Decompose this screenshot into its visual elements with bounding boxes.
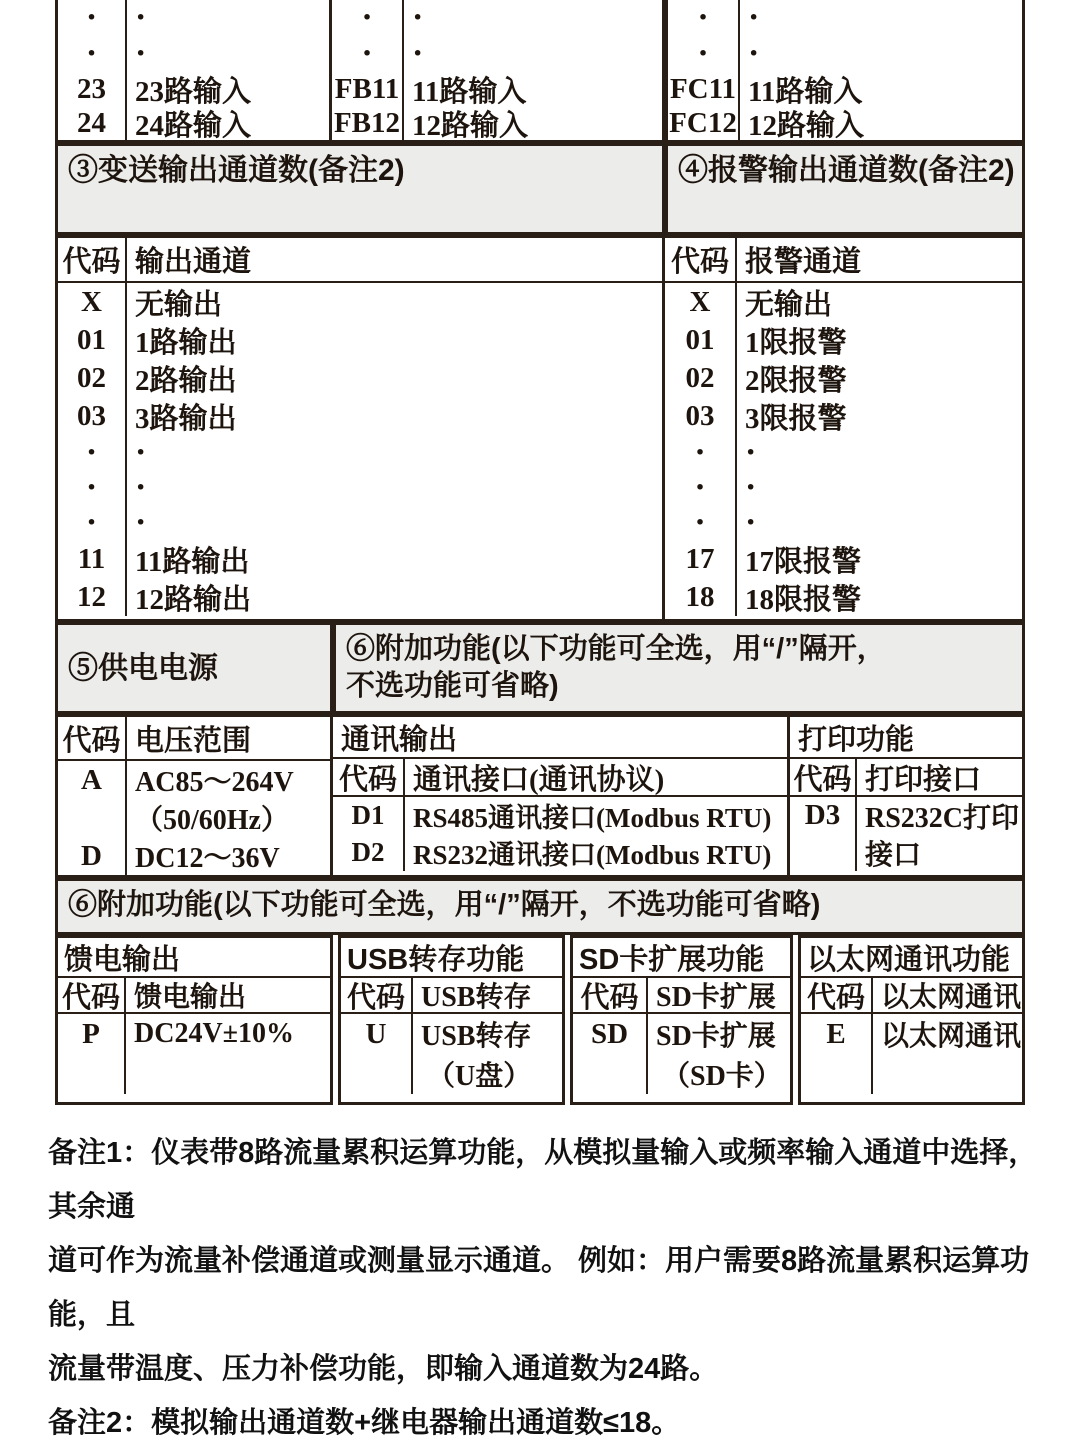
table-row bbox=[58, 36, 329, 72]
header-code: 代码 bbox=[346, 981, 405, 1014]
cell-code: 24 bbox=[77, 107, 106, 139]
table-row bbox=[665, 505, 1022, 540]
table-row bbox=[58, 359, 662, 397]
group-header-usb-transfer: USB转存功能 bbox=[341, 938, 562, 978]
table-row bbox=[665, 283, 1022, 321]
header-desc: USB转存 bbox=[411, 978, 562, 1012]
cell-desc: 11路输入 bbox=[402, 72, 662, 107]
cell-code: E bbox=[826, 1017, 846, 1050]
cell-desc: · bbox=[735, 505, 1022, 540]
cell-desc: 3路输出 bbox=[125, 397, 662, 435]
section6-title-band bbox=[333, 622, 1025, 714]
cell-desc: 24路输入 bbox=[125, 107, 329, 140]
table-row bbox=[665, 321, 1022, 359]
cell-code: X bbox=[81, 285, 102, 318]
cell-code: · bbox=[697, 35, 709, 72]
table-row bbox=[58, 1014, 330, 1054]
table-row bbox=[332, 36, 662, 72]
group-header-ethernet: 以太网通讯功能 bbox=[801, 938, 1022, 978]
cell-code: · bbox=[85, 468, 98, 506]
cell-code: · bbox=[694, 503, 706, 541]
table-row bbox=[790, 834, 1022, 871]
cell-code: D1 bbox=[351, 800, 385, 830]
table-usb-transfer bbox=[338, 935, 565, 1105]
table-row bbox=[665, 540, 1022, 578]
table-row bbox=[58, 397, 662, 435]
table-header-row bbox=[790, 759, 1022, 797]
cell-code: · bbox=[85, 433, 98, 471]
cell-desc: 11路输出 bbox=[125, 540, 662, 578]
table-row bbox=[58, 837, 330, 875]
table-row bbox=[58, 799, 330, 837]
note1-line1: 备注1：仪表带8路流量累积运算功能，从模拟量输入或频率输入通道中选择，其余通 bbox=[48, 1137, 1038, 1223]
header-code: 代码 bbox=[793, 763, 852, 796]
header-desc: 馈电输出 bbox=[124, 978, 330, 1012]
table-row bbox=[668, 0, 1022, 36]
cell-desc: 无输出 bbox=[125, 283, 662, 321]
table-alarm-output bbox=[665, 235, 1025, 622]
section6-title-line1: ⑥附加功能(以下功能可全选，用“/”隔开， bbox=[346, 633, 886, 665]
cell-code: FB11 bbox=[334, 73, 400, 105]
cell-code: 02 bbox=[685, 361, 715, 394]
header-code: 代码 bbox=[670, 246, 729, 278]
note2: 备注2：模拟输出通道数+继电器输出通道数≤18。 bbox=[48, 1407, 681, 1439]
table-header-row bbox=[573, 978, 790, 1014]
cell-desc: · bbox=[738, 36, 1022, 72]
table-print-function bbox=[790, 714, 1025, 878]
cell-desc: · bbox=[402, 36, 662, 72]
cell-desc: 2路输出 bbox=[125, 359, 662, 397]
cell-desc: 1限报警 bbox=[735, 321, 1022, 359]
cell-desc: · bbox=[735, 435, 1022, 470]
cell-code: 23 bbox=[77, 73, 106, 105]
cell-code: D bbox=[81, 839, 102, 872]
cell-code: X bbox=[689, 285, 711, 318]
cell-desc: AC85～264V bbox=[125, 761, 330, 799]
cell-desc: · bbox=[735, 470, 1022, 505]
header-code: 代码 bbox=[62, 724, 121, 757]
cell-code: 18 bbox=[685, 580, 715, 613]
cell-code: A bbox=[81, 763, 102, 796]
cell-desc: · bbox=[402, 0, 662, 36]
header-desc: 通讯接口(通讯协议) bbox=[403, 759, 787, 795]
cell-code: U bbox=[365, 1017, 387, 1050]
table-ethernet bbox=[798, 935, 1025, 1105]
cell-desc: RS232C打印 bbox=[855, 797, 1022, 834]
table-header-row bbox=[58, 978, 330, 1014]
table-input-channels-left bbox=[55, 0, 332, 143]
cell-code: 03 bbox=[77, 399, 106, 432]
cell-desc: 3限报警 bbox=[735, 397, 1022, 435]
header-code: 代码 bbox=[580, 981, 639, 1014]
cell-desc: · bbox=[125, 435, 662, 470]
cell-desc bbox=[124, 1054, 330, 1094]
header-code: 代码 bbox=[806, 981, 865, 1014]
table-row bbox=[58, 578, 662, 616]
table-row bbox=[58, 321, 662, 359]
table-row bbox=[668, 36, 1022, 72]
section4-title-band bbox=[665, 143, 1025, 235]
table-header-row bbox=[58, 238, 662, 283]
section6b-title-band bbox=[55, 878, 1025, 935]
header-code: 代码 bbox=[62, 246, 121, 278]
cell-code: D2 bbox=[351, 837, 385, 867]
cell-code: · bbox=[694, 468, 706, 506]
cell-desc: 12路输入 bbox=[402, 107, 662, 140]
cell-code: 01 bbox=[77, 323, 106, 356]
cell-desc: DC12～36V bbox=[125, 837, 330, 875]
header-desc: SD卡扩展 bbox=[646, 978, 790, 1012]
cell-code: SD bbox=[590, 1017, 629, 1050]
cell-code: 12 bbox=[77, 580, 106, 613]
section5-title-band bbox=[55, 622, 333, 714]
cell-desc: 以太网通讯 bbox=[871, 1014, 1022, 1054]
cell-desc: （U盘） bbox=[411, 1054, 562, 1094]
cell-code: 03 bbox=[685, 399, 715, 432]
cell-desc: 23路输入 bbox=[125, 72, 329, 107]
section4-title: ④报警输出通道数(备注2) bbox=[678, 154, 1015, 187]
cell-desc: 18限报警 bbox=[735, 578, 1022, 616]
table-row bbox=[58, 0, 329, 36]
table-row bbox=[58, 283, 662, 321]
cell-code: · bbox=[361, 0, 373, 36]
table-row bbox=[332, 0, 662, 36]
cell-desc: 12路输出 bbox=[125, 578, 662, 616]
cell-desc: 接口 bbox=[855, 834, 1022, 871]
cell-desc: RS232通讯接口(Modbus RTU) bbox=[403, 834, 787, 871]
section3-title-band bbox=[55, 143, 665, 235]
cell-desc: 17限报警 bbox=[735, 540, 1022, 578]
table-row bbox=[801, 1014, 1022, 1054]
table-feed-output bbox=[55, 935, 333, 1105]
cell-desc: 12路输入 bbox=[738, 107, 1022, 140]
table-row bbox=[573, 1054, 790, 1094]
table-row bbox=[58, 761, 330, 799]
cell-code: 01 bbox=[685, 323, 715, 356]
cell-desc: RS485通讯接口(Modbus RTU) bbox=[403, 797, 787, 834]
cell-code: FB12 bbox=[333, 107, 401, 139]
table-row bbox=[668, 107, 1022, 140]
section6b-title: ⑥附加功能(以下功能可全选，用“/”隔开，不选功能可省略) bbox=[68, 889, 821, 921]
cell-desc: DC24V±10% bbox=[124, 1014, 330, 1054]
table-header-row bbox=[58, 717, 330, 761]
ordering-spec-sheet bbox=[55, 0, 1025, 1120]
table-header-row bbox=[333, 759, 787, 797]
cell-desc: （SD卡） bbox=[646, 1054, 790, 1094]
table-communication-output bbox=[333, 714, 790, 878]
table-row bbox=[665, 435, 1022, 470]
table-row bbox=[665, 578, 1022, 616]
table-header-row bbox=[801, 978, 1022, 1014]
table-row bbox=[58, 470, 662, 505]
cell-desc: · bbox=[125, 470, 662, 505]
table-row bbox=[332, 107, 662, 140]
cell-code: · bbox=[85, 503, 98, 541]
group-header-print: 打印功能 bbox=[790, 717, 1022, 759]
cell-desc: SD卡扩展 bbox=[646, 1014, 790, 1054]
table-row bbox=[58, 505, 662, 540]
table-row bbox=[573, 1014, 790, 1054]
table-row bbox=[341, 1014, 562, 1054]
table-row bbox=[801, 1054, 1022, 1094]
header-desc: 电压范围 bbox=[125, 717, 330, 759]
table-row bbox=[665, 359, 1022, 397]
header-desc: 打印接口 bbox=[855, 759, 1022, 795]
cell-code: · bbox=[697, 0, 709, 36]
footnotes bbox=[48, 1126, 1060, 1450]
cell-code: D3 bbox=[804, 799, 841, 831]
table-row bbox=[58, 72, 329, 107]
table-row bbox=[58, 107, 329, 140]
header-desc: 报警通道 bbox=[735, 238, 1022, 281]
cell-desc: 2限报警 bbox=[735, 359, 1022, 397]
cell-code: · bbox=[85, 0, 98, 36]
table-row bbox=[790, 797, 1022, 834]
table-transmit-output bbox=[55, 235, 665, 622]
cell-desc: · bbox=[738, 0, 1022, 36]
table-sd-card bbox=[570, 935, 793, 1105]
table-input-channels-fc bbox=[665, 0, 1025, 143]
cell-desc: USB转存 bbox=[411, 1014, 562, 1054]
section5-title: ⑤供电电源 bbox=[68, 651, 218, 685]
cell-desc: （50/60Hz） bbox=[125, 799, 330, 837]
header-desc: 以太网通讯 bbox=[871, 978, 1022, 1012]
table-row bbox=[58, 540, 662, 578]
table-row bbox=[58, 435, 662, 470]
note1-line3: 流量带温度、压力补偿功能，即输入通道数为24路。 bbox=[48, 1353, 719, 1385]
table-row bbox=[665, 470, 1022, 505]
cell-desc: · bbox=[125, 36, 329, 72]
table-input-channels-fb bbox=[332, 0, 665, 143]
cell-desc: · bbox=[125, 505, 662, 540]
cell-code: 17 bbox=[685, 542, 715, 575]
group-header-feed-output: 馈电输出 bbox=[58, 938, 330, 978]
section3-title: ③变送输出通道数(备注2) bbox=[68, 154, 405, 187]
cell-code: FC11 bbox=[669, 73, 737, 105]
group-header-communication: 通讯输出 bbox=[333, 717, 787, 759]
table-row bbox=[58, 1054, 330, 1094]
table-row bbox=[665, 397, 1022, 435]
section6-title-line2: 不选功能可省略) bbox=[346, 670, 559, 702]
table-header-row bbox=[341, 978, 562, 1014]
cell-code: P bbox=[82, 1017, 100, 1050]
table-row bbox=[332, 72, 662, 107]
cell-desc: · bbox=[125, 0, 329, 36]
cell-code: · bbox=[694, 433, 706, 471]
note1-line2: 道可作为流量补偿通道或测量显示通道。 例如：用户需要8路流量累积运算功能，且 bbox=[48, 1245, 1030, 1331]
header-code: 代码 bbox=[61, 981, 120, 1014]
cell-code: 02 bbox=[77, 361, 106, 394]
table-row bbox=[333, 797, 787, 834]
table-row bbox=[341, 1054, 562, 1094]
cell-code: · bbox=[361, 35, 373, 72]
cell-desc: 无输出 bbox=[735, 283, 1022, 321]
header-desc: 输出通道 bbox=[125, 238, 662, 281]
cell-code: 11 bbox=[77, 542, 106, 575]
cell-code: FC12 bbox=[669, 107, 737, 139]
cell-desc bbox=[871, 1054, 1022, 1094]
header-code: 代码 bbox=[338, 763, 397, 796]
table-power-supply bbox=[55, 714, 333, 878]
table-row bbox=[668, 72, 1022, 107]
table-header-row bbox=[665, 238, 1022, 283]
table-row bbox=[333, 834, 787, 871]
cell-desc: 11路输入 bbox=[738, 72, 1022, 107]
group-header-sd-card: SD卡扩展功能 bbox=[573, 938, 790, 978]
cell-code: · bbox=[85, 35, 98, 72]
cell-desc: 1路输出 bbox=[125, 321, 662, 359]
